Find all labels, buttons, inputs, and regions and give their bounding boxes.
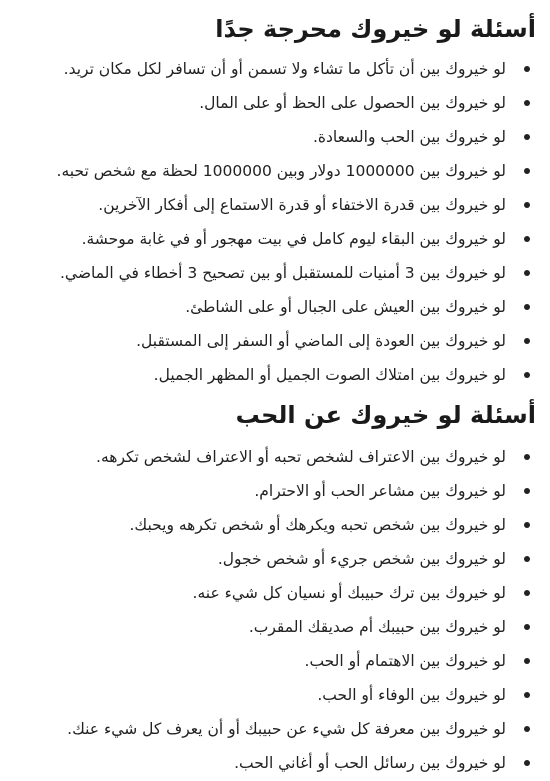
bullet-dot-icon — [524, 168, 530, 174]
bullet-dot-icon — [524, 236, 530, 242]
bullet-dot-icon — [524, 304, 530, 310]
question-text: لو خيروك بين البقاء ليوم كامل في بيت مهجور أو في غابة موحشة. — [81, 230, 506, 248]
bullet-dot-icon — [524, 100, 530, 106]
question-text: لو خيروك بين الحب والسعادة. — [312, 128, 506, 146]
list-item — [10, 712, 536, 746]
list-item — [10, 644, 536, 678]
bullet-dot-icon — [524, 726, 530, 732]
list-item — [10, 576, 536, 610]
question-text: لو خيروك بين الحصول على الحظ أو على المال. — [199, 94, 506, 112]
bullet-dot-icon — [524, 202, 530, 208]
question-text: لو خيروك بين ترك حبيبك أو نسيان كل شيء عنه. — [192, 584, 506, 602]
list-item — [10, 358, 536, 392]
list-item — [10, 256, 536, 290]
bullet-dot-icon — [524, 556, 530, 562]
bullet-dot-icon — [524, 760, 530, 766]
question-text: لو خيروك بين 1000000 دولار وبين 1000000 لحظة مع شخص تحبه. — [56, 162, 506, 180]
question-list-love — [10, 440, 536, 780]
question-text: لو خيروك بين امتلاك الصوت الجميل أو المظهر الجميل. — [153, 366, 506, 384]
bullet-dot-icon — [524, 522, 530, 528]
question-list-embarrassing — [10, 52, 536, 392]
question-text: لو خيروك بين حبيبك أم صديقك المقرب. — [248, 618, 506, 636]
list-item — [10, 222, 536, 256]
bullet-dot-icon — [524, 692, 530, 698]
list-item — [10, 188, 536, 222]
list-item — [10, 610, 536, 644]
bullet-dot-icon — [524, 488, 530, 494]
section-title-embarrassing: أسئلة لو خيروك محرجة جدًا — [215, 15, 536, 43]
list-item — [10, 324, 536, 358]
question-text: لو خيروك بين الاهتمام أو الحب. — [304, 652, 506, 670]
list-item — [10, 440, 536, 474]
list-item — [10, 154, 536, 188]
question-text: لو خيروك بين الوفاء أو الحب. — [317, 686, 506, 704]
bullet-dot-icon — [524, 454, 530, 460]
bullet-dot-icon — [524, 66, 530, 72]
question-text: لو خيروك بين شخص جريء أو شخص خجول. — [217, 550, 506, 568]
list-item — [10, 120, 536, 154]
question-text: لو خيروك بين العيش على الجبال أو على الشاطئ. — [185, 298, 506, 316]
list-item — [10, 474, 536, 508]
list-item — [10, 52, 536, 86]
question-text: لو خيروك بين مشاعر الحب أو الاحترام. — [254, 482, 506, 500]
question-text: لو خيروك بين معرفة كل شيء عن حبيبك أو أن يعرف كل شيء عنك. — [67, 720, 506, 738]
list-item — [10, 508, 536, 542]
list-item — [10, 678, 536, 712]
bullet-dot-icon — [524, 372, 530, 378]
bullet-dot-icon — [524, 338, 530, 344]
question-text: لو خيروك بين 3 أمنيات للمستقبل أو بين تصحيح 3 أخطاء في الماضي. — [59, 264, 506, 282]
question-text: لو خيروك بين أن تأكل ما تشاء ولا تسمن أو أن تسافر لكل مكان تريد. — [63, 60, 506, 78]
question-text: لو خيروك بين قدرة الاختفاء أو قدرة الاستماع إلى أفكار الآخرين. — [98, 196, 506, 214]
list-item — [10, 746, 536, 780]
question-text: لو خيروك بين شخص تحبه ويكرهك أو شخص تكرهه ويحبك. — [129, 516, 506, 534]
question-text: لو خيروك بين العودة إلى الماضي أو السفر إلى المستقبل. — [136, 332, 506, 350]
list-item — [10, 542, 536, 576]
section-title-love: أسئلة لو خيروك عن الحب — [235, 401, 536, 429]
question-text: لو خيروك بين رسائل الحب أو أغاني الحب. — [234, 754, 506, 772]
bullet-dot-icon — [524, 658, 530, 664]
list-item — [10, 290, 536, 324]
bullet-dot-icon — [524, 590, 530, 596]
question-text: لو خيروك بين الاعتراف لشخص تحبه أو الاعتراف لشخص تكرهه. — [96, 448, 506, 466]
bullet-dot-icon — [524, 134, 530, 140]
list-item — [10, 86, 536, 120]
bullet-dot-icon — [524, 624, 530, 630]
bullet-dot-icon — [524, 270, 530, 276]
